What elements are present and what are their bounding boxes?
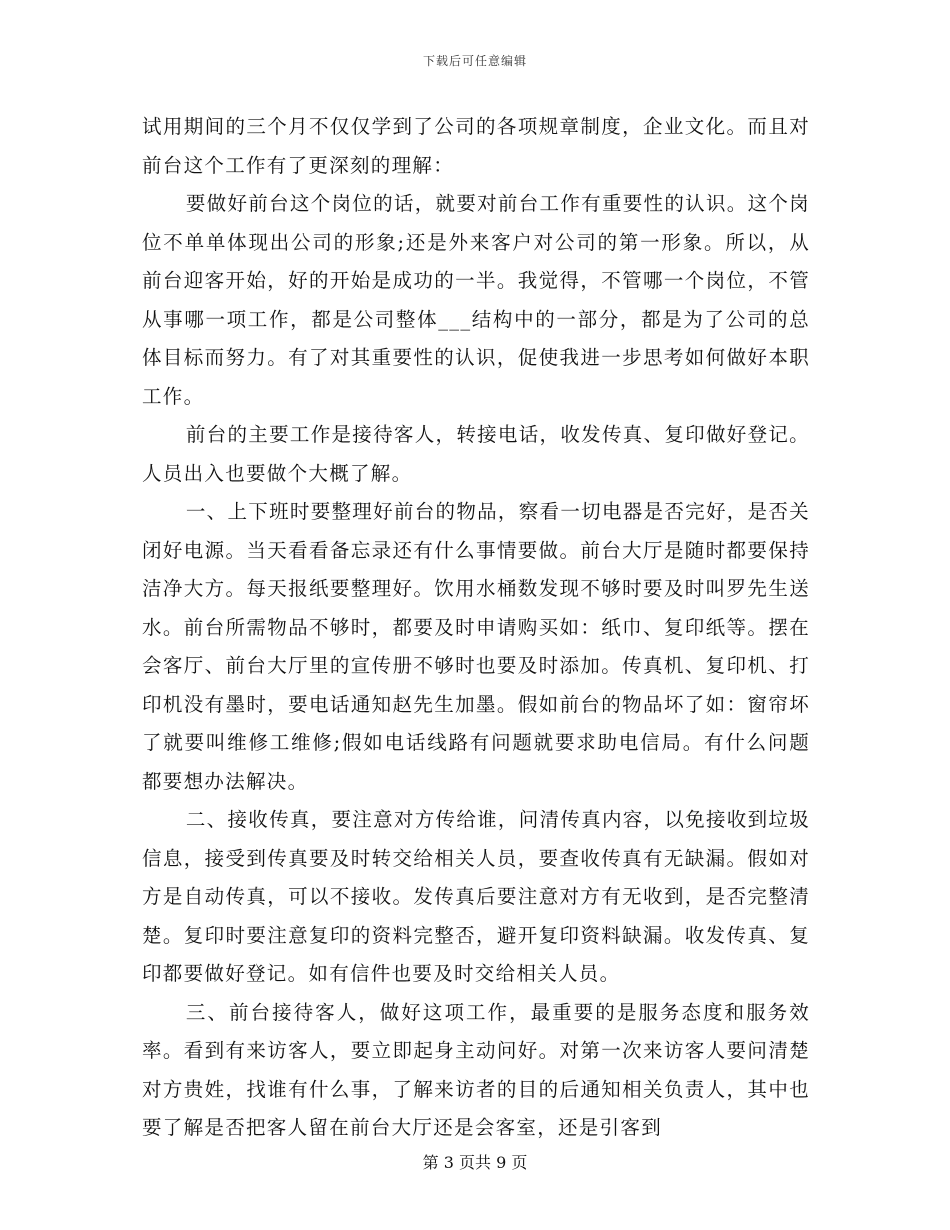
document-body xyxy=(142,108,810,1148)
paragraph-item-three: 三、前台接待客人，做好这项工作，最重要的是服务态度和服务效率。看到有来访客人，要立即起身主动问好。对第一次来访客人要问清楚对方贵姓，找谁有什么事，了解来访者的目的后通知相关负责人，其中也要了解是否把客人留在前台大厅还是会客室，还是引客到 xyxy=(142,1000,810,1139)
page-footer: 第 3 页共 9 页 xyxy=(422,1153,528,1172)
paragraph-item-one: 一、上下班时要整理好前台的物品，察看一切电器是否完好，是否关闭好电源。当天看看备忘录还有什么事情要做。前台大厅是随时都要保持洁净大方。每天报纸要整理好。饮用水桶数发现不够时要及时叫罗先生送水。前台所需物品不够时，都要及时申请购买如：纸巾、复印纸等。摆在会客厅、前台大厅里的宣传册不够时也要及时添加。传真机、复印机、打印机没有墨时，要电话通知赵先生加墨。假如前台的物品坏了如：窗帘坏了就要叫维修工维修;假如电话线路有问题就要求助电信局。有什么问题都要想办法解决。 xyxy=(142,500,810,793)
page-header: 下载后可任意编辑 xyxy=(422,54,527,68)
paragraph-main-duties: 前台的主要工作是接待客人，转接电话，收发传真、复印做好登记。人员出入也要做个大概了解。 xyxy=(142,423,810,485)
paragraph-importance: 要做好前台这个岗位的话，就要对前台工作有重要性的认识。这个岗位不单单体现出公司的形象;还是外来客户对公司的第一形象。所以，从前台迎客开始，好的开始是成功的一半。我觉得，不管哪一个岗位，不管从事哪一项工作，都是公司整体___结构中的一部分，都是为了公司的总体目标而努力。有了对其重要性的认识，促使我进一步思考如何做好本职工作。 xyxy=(142,192,810,408)
paragraph-intro: 试用期间的三个月不仅仅学到了公司的各项规章制度，企业文化。而且对前台这个工作有了更深刻的理解： xyxy=(142,115,810,177)
paragraph-item-two: 二、接收传真，要注意对方传给谁，问清传真内容，以免接收到垃圾信息，接受到传真要及时转交给相关人员，要查收传真有无缺漏。假如对方是自动传真，可以不接收。发传真后要注意对方有无收到，是否完整清楚。复印时要注意复印的资料完整否，避开复印资料缺漏。收发传真、复印都要做好登记。如有信件也要及时交给相关人员。 xyxy=(142,808,810,985)
